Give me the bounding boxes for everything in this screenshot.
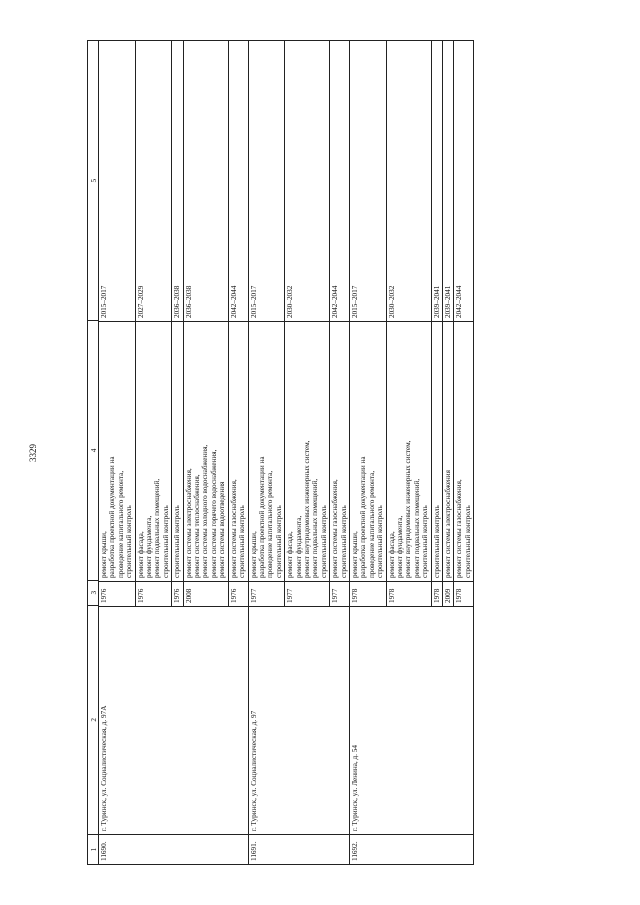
repair-work-item: ремонт фасада, (136, 531, 145, 578)
repair-row (454, 41, 473, 606)
column-header-3: 3 (88, 580, 98, 605)
repair-row (136, 41, 173, 606)
repair-work-item: проведение капитального ремонта, (266, 470, 275, 578)
repair-row (184, 41, 229, 606)
repair-row (330, 41, 349, 606)
build-year: 1976 (172, 581, 182, 606)
repair-period: 2036–2038 (184, 285, 193, 318)
repair-period: 2015–2017 (100, 285, 108, 318)
repair-works (249, 321, 285, 581)
table-body (99, 40, 474, 865)
repair-work-item: разработка проектной документации на (108, 456, 117, 578)
repair-work-item: ремонт системы газоснабжения, (331, 479, 340, 578)
table-header-row (87, 40, 99, 865)
repair-work-item: строительный контроль (274, 505, 283, 578)
repair-work-item: ремонт внутридомовых инженерных систем, (404, 440, 413, 578)
repair-work-item: строительный контроль (339, 505, 348, 578)
repair-works (136, 321, 172, 581)
repair-work-item: ремонт крыши, (350, 531, 359, 578)
repair-row (285, 41, 330, 606)
repair-period: 2027–2029 (136, 285, 145, 318)
build-year: 1978 (387, 581, 431, 606)
repair-works (350, 321, 386, 581)
repair-work-item: ремонт фундамента, (145, 515, 154, 578)
repair-work-item: ремонт системы газоснабжения, (455, 479, 464, 578)
repair-works (172, 321, 182, 581)
repair-work-item: строительный контроль (173, 505, 182, 578)
repair-work-item: разработка проектной документации на (359, 456, 368, 578)
repair-works (229, 321, 248, 581)
build-year: 1978 (454, 581, 473, 606)
repair-work-item: ремонт фундамента, (294, 515, 303, 578)
repair-work-item: ремонт фасада, (387, 531, 396, 578)
repair-works (99, 321, 135, 581)
repair-work-item: строительный контроль (319, 505, 328, 578)
build-year: 1977 (285, 581, 329, 606)
repair-work-item: ремонт системы теплоснабжения, (193, 474, 202, 578)
build-year: 1976 (136, 581, 172, 606)
repair-works (432, 321, 442, 581)
building-number: 11690. (99, 834, 248, 864)
repair-work-item: ремонт подвальных помещений, (412, 478, 421, 578)
repair-work-item: проведение капитального ремонта, (367, 470, 376, 578)
repair-row (387, 41, 432, 606)
build-year: 1976 (229, 581, 248, 606)
build-year: 1977 (249, 581, 285, 606)
build-year: 1978 (350, 581, 386, 606)
build-year: 1978 (432, 581, 442, 606)
building-address: г. Туринск, ул. Ленина, д. 54 (350, 606, 473, 834)
repair-work-item: ремонт фасада, (286, 531, 295, 578)
repair-work-item: ремонт подвальных помещений, (153, 478, 162, 578)
repair-row (443, 41, 454, 606)
column-header-2: 2 (88, 605, 98, 834)
repair-row (249, 41, 286, 606)
build-year: 1976 (99, 581, 135, 606)
repair-work-item: проведение капитального ремонта, (116, 470, 125, 578)
building-number: 11691. (249, 834, 349, 864)
repair-row (229, 41, 248, 606)
repair-period: 2030–2032 (387, 285, 396, 318)
repair-rows (99, 41, 248, 606)
repair-works (454, 321, 473, 581)
rotated-table-wrapper (87, 40, 577, 865)
build-year: 2009 (443, 581, 453, 606)
building-address: г. Туринск, ул. Социалистическая, д. 97 (249, 606, 349, 834)
repair-period: 2042–2044 (229, 285, 238, 318)
repair-works (443, 321, 453, 581)
repair-work-item: строительный контроль (161, 505, 170, 578)
building-group (99, 40, 249, 865)
repair-row (432, 41, 443, 606)
repair-row (172, 41, 183, 606)
build-year: 2008 (184, 581, 228, 606)
repair-work-item: строительный контроль (238, 505, 247, 578)
repair-rows (249, 41, 349, 606)
repair-work-item: строительный контроль (463, 505, 472, 578)
building-address: г. Туринск, ул. Социалистическая, д. 97А (99, 606, 248, 834)
repair-work-item: ремонт системы горячего водоснабжения, (209, 449, 218, 578)
column-header-4: 4 (88, 320, 98, 579)
page-number: 3329 (28, 444, 38, 462)
repair-works (285, 321, 329, 581)
repair-works (387, 321, 431, 581)
repair-work-item: ремонт системы газоснабжения, (229, 479, 238, 578)
building-group (249, 40, 350, 865)
capital-repair-table (87, 40, 577, 865)
repair-period: 2015–2017 (350, 285, 359, 318)
repair-works (184, 321, 228, 581)
repair-row (350, 41, 387, 606)
repair-work-item: строительный контроль (421, 505, 430, 578)
building-number: 11692. (350, 834, 473, 864)
repair-work-item: строительный контроль (376, 505, 385, 578)
repair-row (99, 41, 136, 606)
repair-work-item: ремонт крыши, (100, 531, 108, 578)
repair-work-item: ремонт системы холодного водоснабжения, (201, 444, 210, 578)
building-group (350, 40, 474, 865)
repair-period: 2015–2017 (249, 285, 258, 318)
repair-work-item: ремонт системы электроснабжения (444, 470, 453, 578)
repair-work-item: ремонт внутридомовых инженерных систем, (302, 440, 311, 578)
repair-work-item: ремонт фундамента, (396, 515, 404, 578)
repair-period: 2042–2044 (455, 285, 464, 318)
repair-period: 2039–2041 (444, 285, 453, 318)
repair-works (330, 321, 349, 581)
repair-work-item: строительный контроль (432, 505, 441, 578)
repair-work-item: ремонт подвальных помещений, (311, 478, 320, 578)
repair-period: 2030–2032 (286, 285, 295, 318)
build-year: 1977 (330, 581, 349, 606)
column-header-5: 5 (90, 178, 98, 183)
repair-work-item: ремонт системы электроснабжения, (184, 468, 193, 578)
repair-period: 2039–2041 (432, 285, 441, 318)
repair-work-item: ремонт крыши, (249, 531, 258, 578)
repair-period: 2036–2038 (173, 285, 182, 318)
repair-work-item: строительный контроль (125, 505, 134, 578)
repair-work-item: ремонт системы водоотведения (218, 481, 227, 578)
repair-period: 2042–2044 (331, 285, 340, 318)
repair-rows (350, 41, 473, 606)
column-header-1: 1 (88, 834, 98, 864)
repair-work-item: разработка проектной документации на (257, 456, 266, 578)
